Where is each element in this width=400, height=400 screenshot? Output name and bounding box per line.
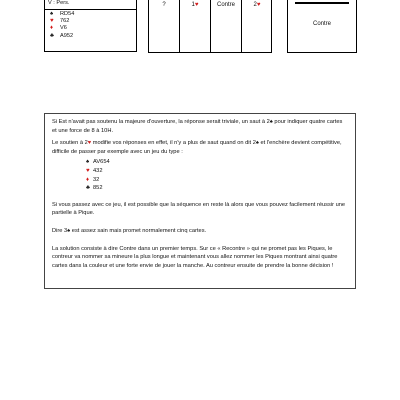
spade-icon: ♠	[50, 11, 54, 17]
example-suit-row: ♥ 432	[86, 167, 103, 174]
heart-icon: ♥	[194, 2, 199, 8]
spade-icon: ♠	[86, 159, 90, 166]
example-suit-row: ♦ 32	[86, 176, 100, 183]
hand-suit-row	[50, 11, 74, 18]
hand-suits	[50, 11, 74, 40]
heart-icon: ♥	[256, 2, 261, 8]
example-suit-row: ♠ AV654	[86, 159, 110, 166]
explanation-panel	[44, 113, 356, 289]
paragraph-3: Si vous passez avec ce jeu, il est possible que la séquence en reste là alors que vous pouvez facilement réussir une partielle à Pique.	[52, 201, 346, 217]
heart-icon: ♥	[50, 18, 54, 25]
paragraph-4: Dire 3♠ est assez sain mais promet normalement cinq cartes.	[52, 227, 207, 234]
bidding-table	[148, 0, 272, 53]
diamond-icon: ♦	[86, 176, 90, 183]
hand-suit-row	[50, 33, 74, 40]
vulnerability-label: V : Pers.	[48, 0, 70, 6]
spade-icon: ♠	[255, 140, 259, 147]
bid-cell-south: ?	[162, 2, 166, 8]
spade-icon: ♠	[67, 227, 71, 234]
paragraph-5: La solution consiste à dire Contre dans un premier temps. Sur ce « Recontre » qui ne promet pas les Piques, le contreur va nommer sa mineure la plus longue et maintenant vous allez nommer les Piques montrant ainsi quatre cartes dans la couleur et une forte envie de jouer la manche. Au contreur ensuite de prendre la bonne décision !	[52, 245, 338, 269]
club-icon: ♣	[50, 32, 54, 39]
heart-icon: ♥	[87, 140, 92, 147]
suit-cards: 762	[60, 18, 70, 25]
suit-cards: A952	[60, 32, 74, 39]
heart-icon: ♥	[86, 167, 90, 174]
answer-header-bar	[295, 2, 349, 4]
paragraph-2: Le soutien à 2♥ modifie vos réponses en effet, il n'y a plus de saut quand on dit 2♠ et l'enchère devient compétitive, difficile de passer par exemple avec un jeu du type :	[52, 140, 342, 155]
divider	[45, 9, 136, 10]
paragraph-1: Si Est n'avait pas soutenu la majeure d'ouverture, la réponse serait triviale, un saut à 2♠ pour indiquer quatre cartes et une force de 8 à 10H.	[52, 119, 343, 134]
hand-suit-row	[50, 18, 74, 25]
bid-cell-east: 2♥	[253, 2, 261, 8]
answer-box	[287, 0, 357, 53]
suit-cards: RD54	[60, 11, 75, 17]
answer-label: Contre	[312, 21, 331, 27]
hand-suit-row	[50, 25, 74, 32]
hand-diagram	[44, 0, 137, 52]
example-hand	[86, 158, 348, 192]
suit-cards: V6	[60, 25, 67, 32]
bid-cell-west: 1♥	[191, 2, 199, 8]
bid-cell-north: Contre	[216, 2, 235, 8]
example-suit-row: ♣ 852	[86, 185, 103, 192]
diamond-icon: ♦	[50, 25, 54, 32]
club-icon: ♣	[86, 185, 90, 192]
spade-icon: ♠	[269, 119, 273, 125]
